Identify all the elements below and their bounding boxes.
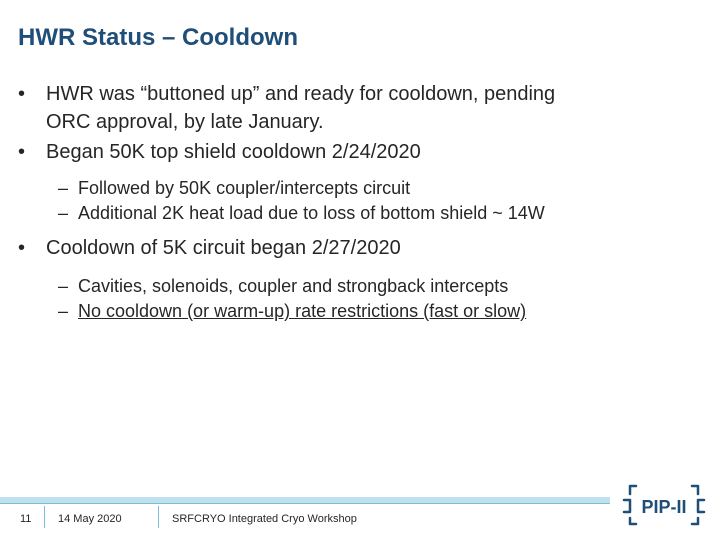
sub-bullet-cavities — [18, 274, 698, 299]
sub-bullet-heat-load — [18, 201, 698, 226]
slide-title: HWR Status – Cooldown — [18, 24, 298, 51]
pip-ii-logo — [616, 480, 712, 530]
footer-divider — [158, 506, 159, 528]
dash-marker: – — [58, 178, 69, 198]
bullet-hwr-ready — [18, 80, 698, 136]
logo-bracket-top-right — [692, 486, 698, 494]
bullet-marker: • — [18, 141, 26, 163]
logo-text: PIP-II — [641, 497, 687, 517]
footer-event: SRFCRYO Integrated Cryo Workshop — [172, 513, 357, 525]
bullet-marker: • — [18, 237, 26, 259]
bullet-text-line1: HWR was “buttoned up” and ready for cooldown, pending — [46, 83, 556, 105]
logo-bracket-top-left — [630, 486, 636, 494]
page-number: 11 — [20, 513, 32, 525]
logo-bracket-bottom-right — [692, 518, 698, 524]
footer-divider — [44, 506, 45, 528]
bullet-text: Cooldown of 5K circuit began 2/27/2020 — [46, 237, 401, 259]
sub-bullet-text: Followed by 50K coupler/intercepts circuit — [78, 178, 411, 198]
sub-bullet-text: Additional 2K heat load due to loss of bottom shield ~ 14W — [78, 203, 545, 223]
logo-bracket-right — [698, 500, 704, 512]
bullet-marker: • — [18, 83, 26, 105]
sub-bullet-coupler-circuit — [18, 176, 698, 201]
dash-marker: – — [58, 301, 69, 321]
dash-marker: – — [58, 276, 69, 296]
bullet-50k-shield — [18, 138, 698, 166]
bullet-text-line2: ORC approval, by late January. — [46, 111, 324, 133]
logo-bracket-left — [624, 500, 630, 512]
bullet-text: Began 50K top shield cooldown 2/24/2020 — [46, 141, 421, 163]
dash-marker: – — [58, 203, 69, 223]
footer-date: 14 May 2020 — [58, 513, 122, 525]
slide-body — [18, 80, 698, 324]
footer-line — [0, 503, 610, 504]
sub-bullet-rate-restrictions — [18, 299, 698, 324]
logo-bracket-bottom-left — [630, 518, 636, 524]
bullet-5k-circuit — [18, 234, 698, 262]
sub-bullet-text: No cooldown (or warm-up) rate restrictions (fast or slow) — [78, 301, 527, 321]
sub-bullet-text: Cavities, solenoids, coupler and strongback intercepts — [78, 276, 509, 296]
